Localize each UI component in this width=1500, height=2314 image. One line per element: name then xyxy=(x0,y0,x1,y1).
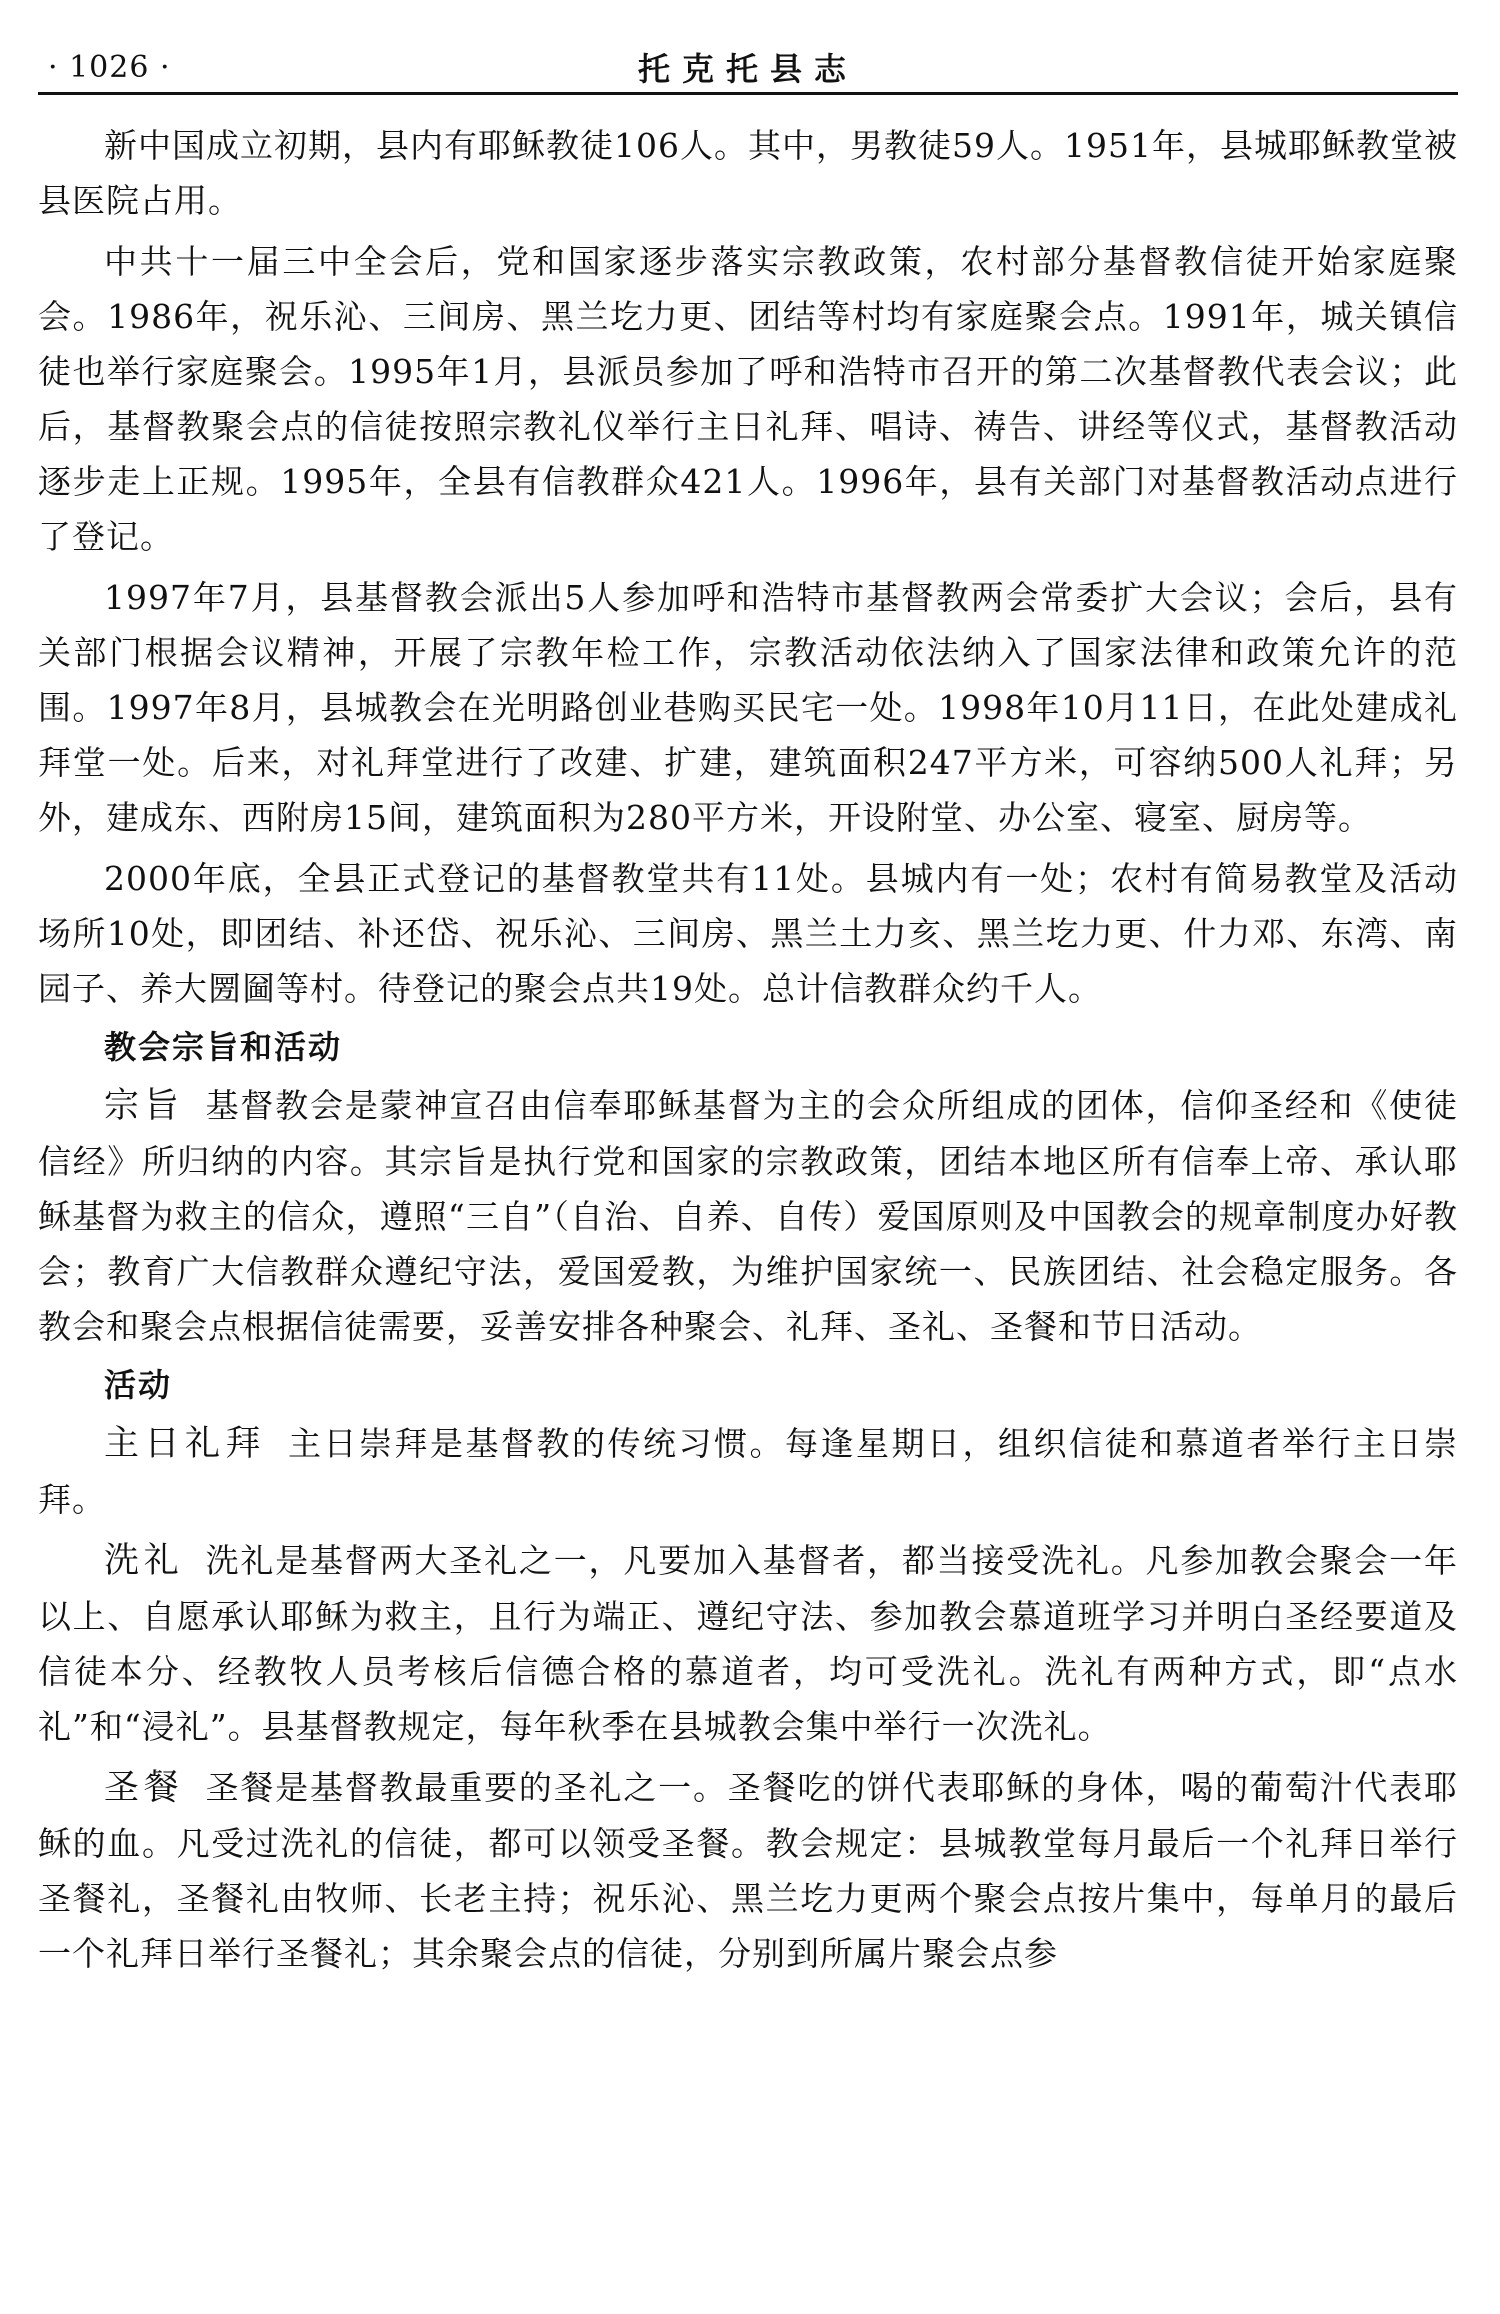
paragraph: 新中国成立初期，县内有耶稣教徒106人。其中，男教徒59人。1951年，县城耶稣教堂被县医院占用。 xyxy=(38,126,1458,220)
running-title: 托克托县志 xyxy=(637,50,858,88)
paragraph-text: 主日崇拜是基督教的传统习惯。每逢星期日，组织信徒和慕道者举行主日崇拜。 xyxy=(38,1424,1458,1519)
paragraph-text: 洗礼是基督两大圣礼之一，凡要加入基督者，都当接受洗礼。凡参加教会聚会一年以上、自愿承认耶稣为救主，且行为端正、遵纪守法、参加教会慕道班学习并明白圣经要道及信徒本分、经教牧人员考核后信德合格的慕道者，均可受洗礼。洗礼有两种方式，即“点水礼”和“浸礼”。县基督教规定，每年秋季在县城教会集中举行一次洗礼。 xyxy=(38,1541,1458,1746)
page-body xyxy=(38,118,1458,1981)
subsection-title: 活动 xyxy=(104,1366,173,1404)
header-rule xyxy=(38,92,1458,95)
page-header xyxy=(38,0,1458,88)
activity-paragraph xyxy=(38,1533,1458,1754)
page-number: · 1026 · xyxy=(48,50,171,85)
paragraph: 中共十一届三中全会后，党和国家逐步落实宗教政策，农村部分基督教信徒开始家庭聚会。1986年，祝乐沁、三间房、黑兰圪力更、团结等村均有家庭聚会点。1991年，城关镇信徒也举行家庭聚会。1995年1月，县派员参加了呼和浩特市召开的第二次基督教代表会议；此后，基督教聚会点的信徒按照宗教礼仪举行主日礼拜、唱诗、祷告、讲经等仪式，基督教活动逐步走上正规。1995年，全县有信教群众421人。1996年，县有关部门对基督教活动点进行了登记。 xyxy=(38,242,1458,556)
paragraph-lead: 圣餐 xyxy=(104,1768,184,1808)
paragraph-text: 圣餐是基督教最重要的圣礼之一。圣餐吃的饼代表耶稣的身体，喝的葡萄汁代表耶稣的血。凡受过洗礼的信徒，都可以领受圣餐。教会规定：县城教堂每月最后一个礼拜日举行圣餐礼，圣餐礼由牧师、长老主持；祝乐沁、黑兰圪力更两个聚会点按片集中，每单月的最后一个礼拜日举行圣餐礼；其余聚会点的信徒，分别到所属片聚会点参 xyxy=(38,1768,1458,1973)
activity-paragraph xyxy=(38,1760,1458,1981)
tenet-paragraph xyxy=(38,1078,1458,1354)
activity-paragraph xyxy=(38,1416,1458,1527)
paragraph: 1997年7月，县基督教会派出5人参加呼和浩特市基督教两会常委扩大会议；会后，县有关部门根据会议精神，开展了宗教年检工作，宗教活动依法纳入了国家法律和政策允许的范围。1997年8月，县城教会在光明路创业巷购买民宅一处。1998年10月11日，在此处建成礼拜堂一处。后来，对礼拜堂进行了改建、扩建，建筑面积247平方米，可容纳500人礼拜；另外，建成东、西附房15间，建筑面积为280平方米，开设附堂、办公室、寝室、厨房等。 xyxy=(38,578,1458,837)
paragraph-text: 基督教会是蒙神宣召由信奉耶稣基督为主的会众所组成的团体，信仰圣经和《使徒信经》所归纳的内容。其宗旨是执行党和国家的宗教政策，团结本地区所有信奉上帝、承认耶稣基督为救主的信众，遵照“三自”（自治、自养、自传）爱国原则及中国教会的规章制度办好教会；教育广大信教群众遵纪守法，爱国爱教，为维护国家统一、民族团结、社会稳定服务。各教会和聚会点根据信徒需要，妥善安排各种聚会、礼拜、圣礼、圣餐和节日活动。 xyxy=(38,1086,1458,1346)
section-title: 教会宗旨和活动 xyxy=(104,1028,343,1066)
paragraph: 2000年底，全县正式登记的基督教堂共有11处。县城内有一处；农村有简易教堂及活动场所10处，即团结、补还岱、祝乐沁、三间房、黑兰土力亥、黑兰圪力更、什力邓、东湾、南园子、养大圐圙等村。待登记的聚会点共19处。总计信教群众约千人。 xyxy=(38,859,1458,1008)
paragraph-lead: 主日礼拜 xyxy=(104,1424,266,1464)
paragraph-lead: 洗礼 xyxy=(104,1541,184,1581)
paragraph-lead: 宗旨 xyxy=(104,1086,184,1126)
